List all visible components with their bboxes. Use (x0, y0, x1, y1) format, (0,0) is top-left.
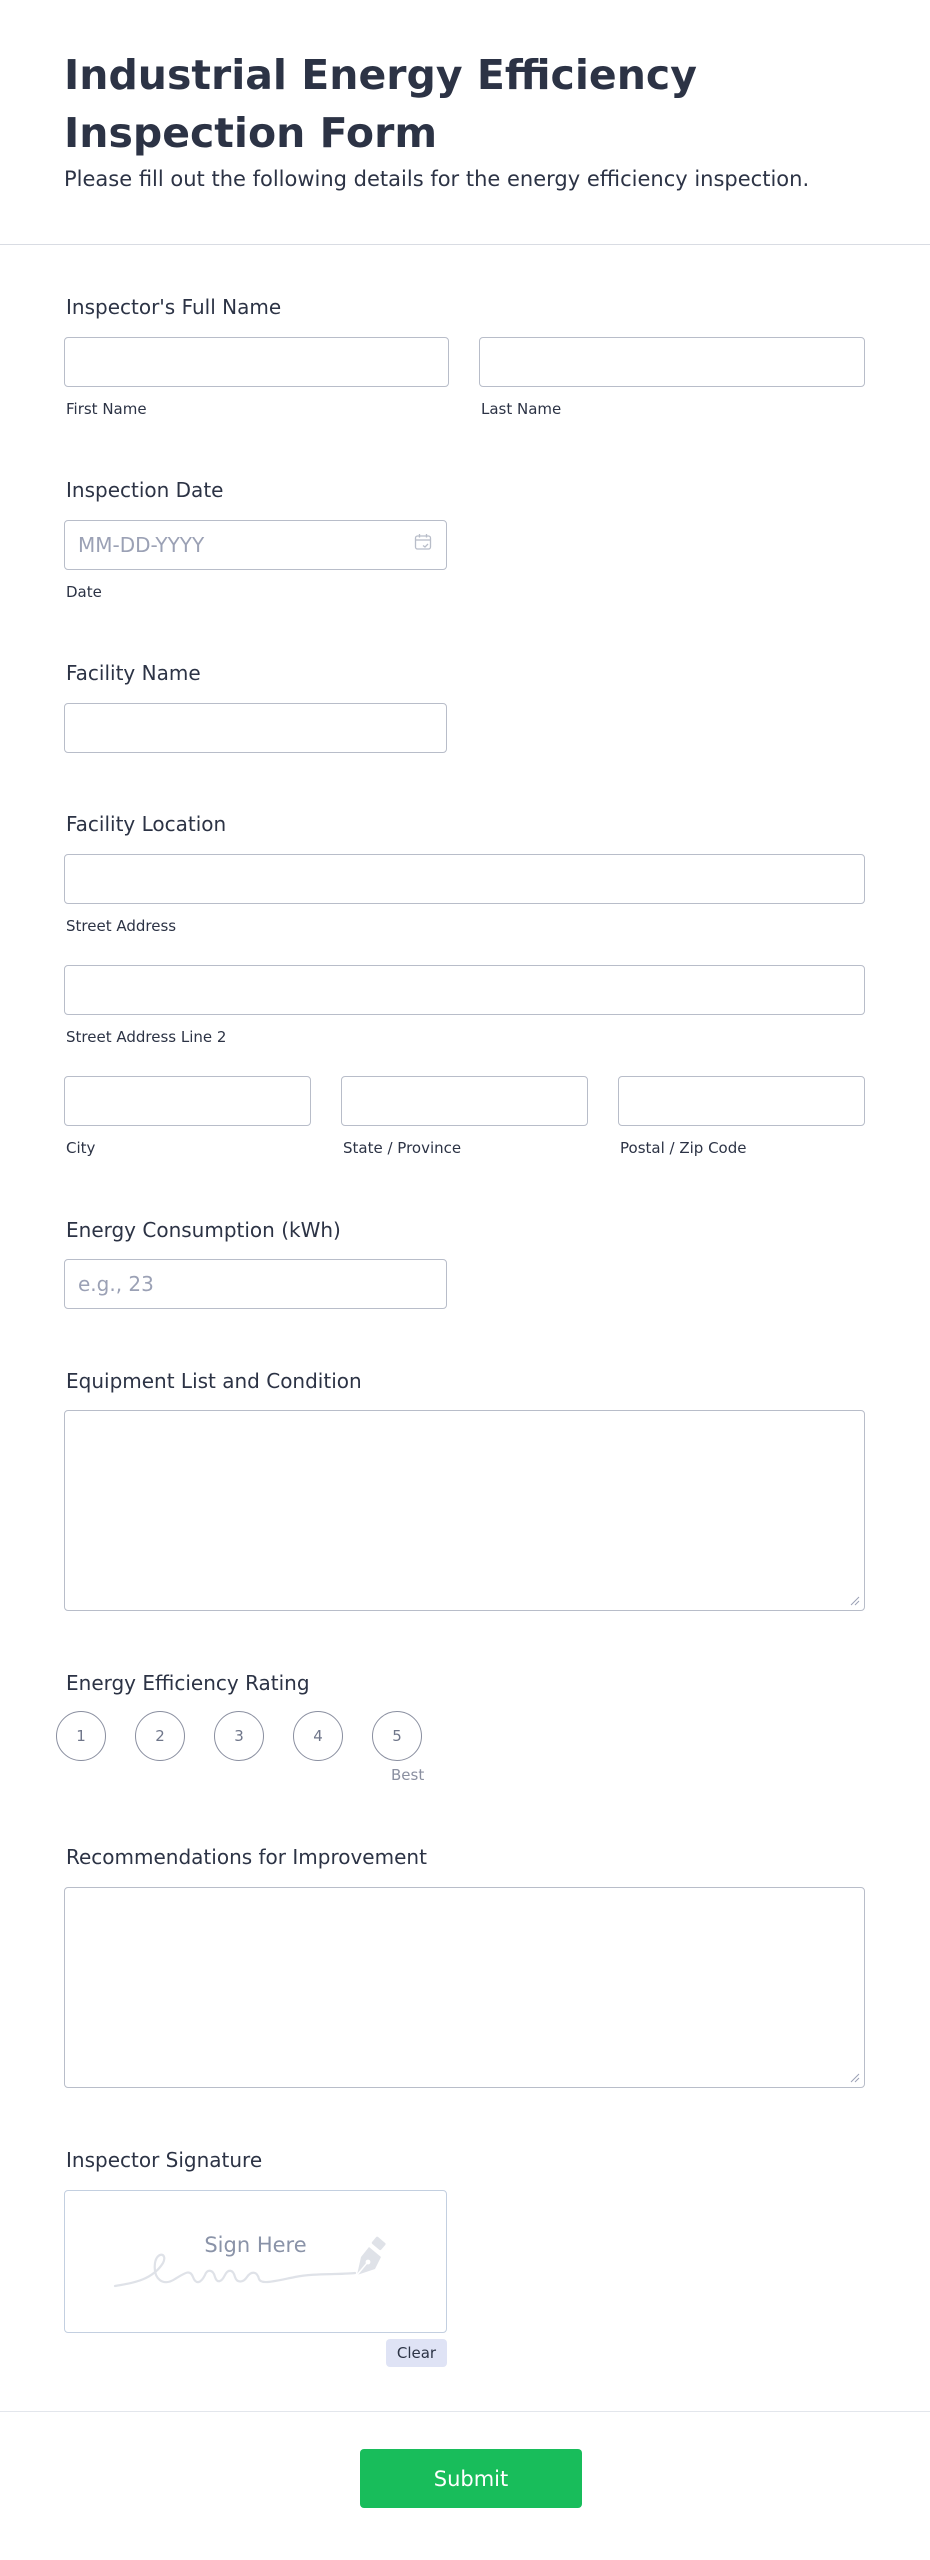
rating-option-4[interactable]: 4 (293, 1711, 343, 1761)
first-name-input[interactable] (64, 337, 449, 387)
date-sublabel: Date (66, 583, 102, 601)
rating-option-5[interactable]: 5 (372, 1711, 422, 1761)
first-name-sublabel: First Name (66, 400, 147, 418)
postal-code-sublabel: Postal / Zip Code (620, 1139, 747, 1157)
last-name-input[interactable] (479, 337, 865, 387)
city-sublabel: City (66, 1139, 96, 1157)
equipment-list-label: Equipment List and Condition (66, 1369, 362, 1393)
energy-consumption-label: Energy Consumption (kWh) (66, 1218, 341, 1242)
street-address-input[interactable] (64, 854, 865, 904)
facility-name-input[interactable] (64, 703, 447, 753)
recommendations-label: Recommendations for Improvement (66, 1845, 427, 1869)
rating-option-3[interactable]: 3 (214, 1711, 264, 1761)
efficiency-rating-label: Energy Efficiency Rating (66, 1671, 310, 1695)
postal-code-input[interactable] (618, 1076, 865, 1126)
state-province-input[interactable] (341, 1076, 588, 1126)
recommendations-textarea[interactable] (64, 1887, 865, 2088)
form-subtitle: Please fill out the following details for the energy efficiency inspection. (64, 167, 810, 191)
submit-button[interactable]: Submit (360, 2449, 582, 2508)
last-name-sublabel: Last Name (481, 400, 562, 418)
sign-here-placeholder: Sign Here (204, 2233, 307, 2257)
inspector-name-label: Inspector's Full Name (66, 295, 282, 319)
street-address-line2-input[interactable] (64, 965, 865, 1015)
street-address-sublabel: Street Address (66, 917, 177, 935)
clear-signature-button[interactable]: Clear (386, 2339, 447, 2367)
signature-label: Inspector Signature (66, 2148, 263, 2172)
state-province-sublabel: State / Province (343, 1139, 462, 1157)
rating-option-2[interactable]: 2 (135, 1711, 185, 1761)
inspection-date-input[interactable] (64, 520, 447, 570)
facility-name-label: Facility Name (66, 661, 201, 685)
energy-consumption-input[interactable] (64, 1259, 447, 1309)
rating-best-label: Best (391, 1766, 425, 1784)
form-title: Industrial Energy Efficiency Inspection Form (64, 51, 697, 157)
rating-option-1[interactable]: 1 (56, 1711, 106, 1761)
pen-nib-icon (347, 2235, 395, 2279)
calendar-icon[interactable] (414, 533, 432, 551)
form-header (0, 0, 930, 245)
street-address-line2-sublabel: Street Address Line 2 (66, 1028, 227, 1046)
signature-pad[interactable] (64, 2190, 447, 2333)
footer-divider (0, 2411, 930, 2412)
facility-location-label: Facility Location (66, 812, 227, 836)
equipment-list-textarea[interactable] (64, 1410, 865, 1611)
city-input[interactable] (64, 1076, 311, 1126)
inspection-date-label: Inspection Date (66, 478, 224, 502)
